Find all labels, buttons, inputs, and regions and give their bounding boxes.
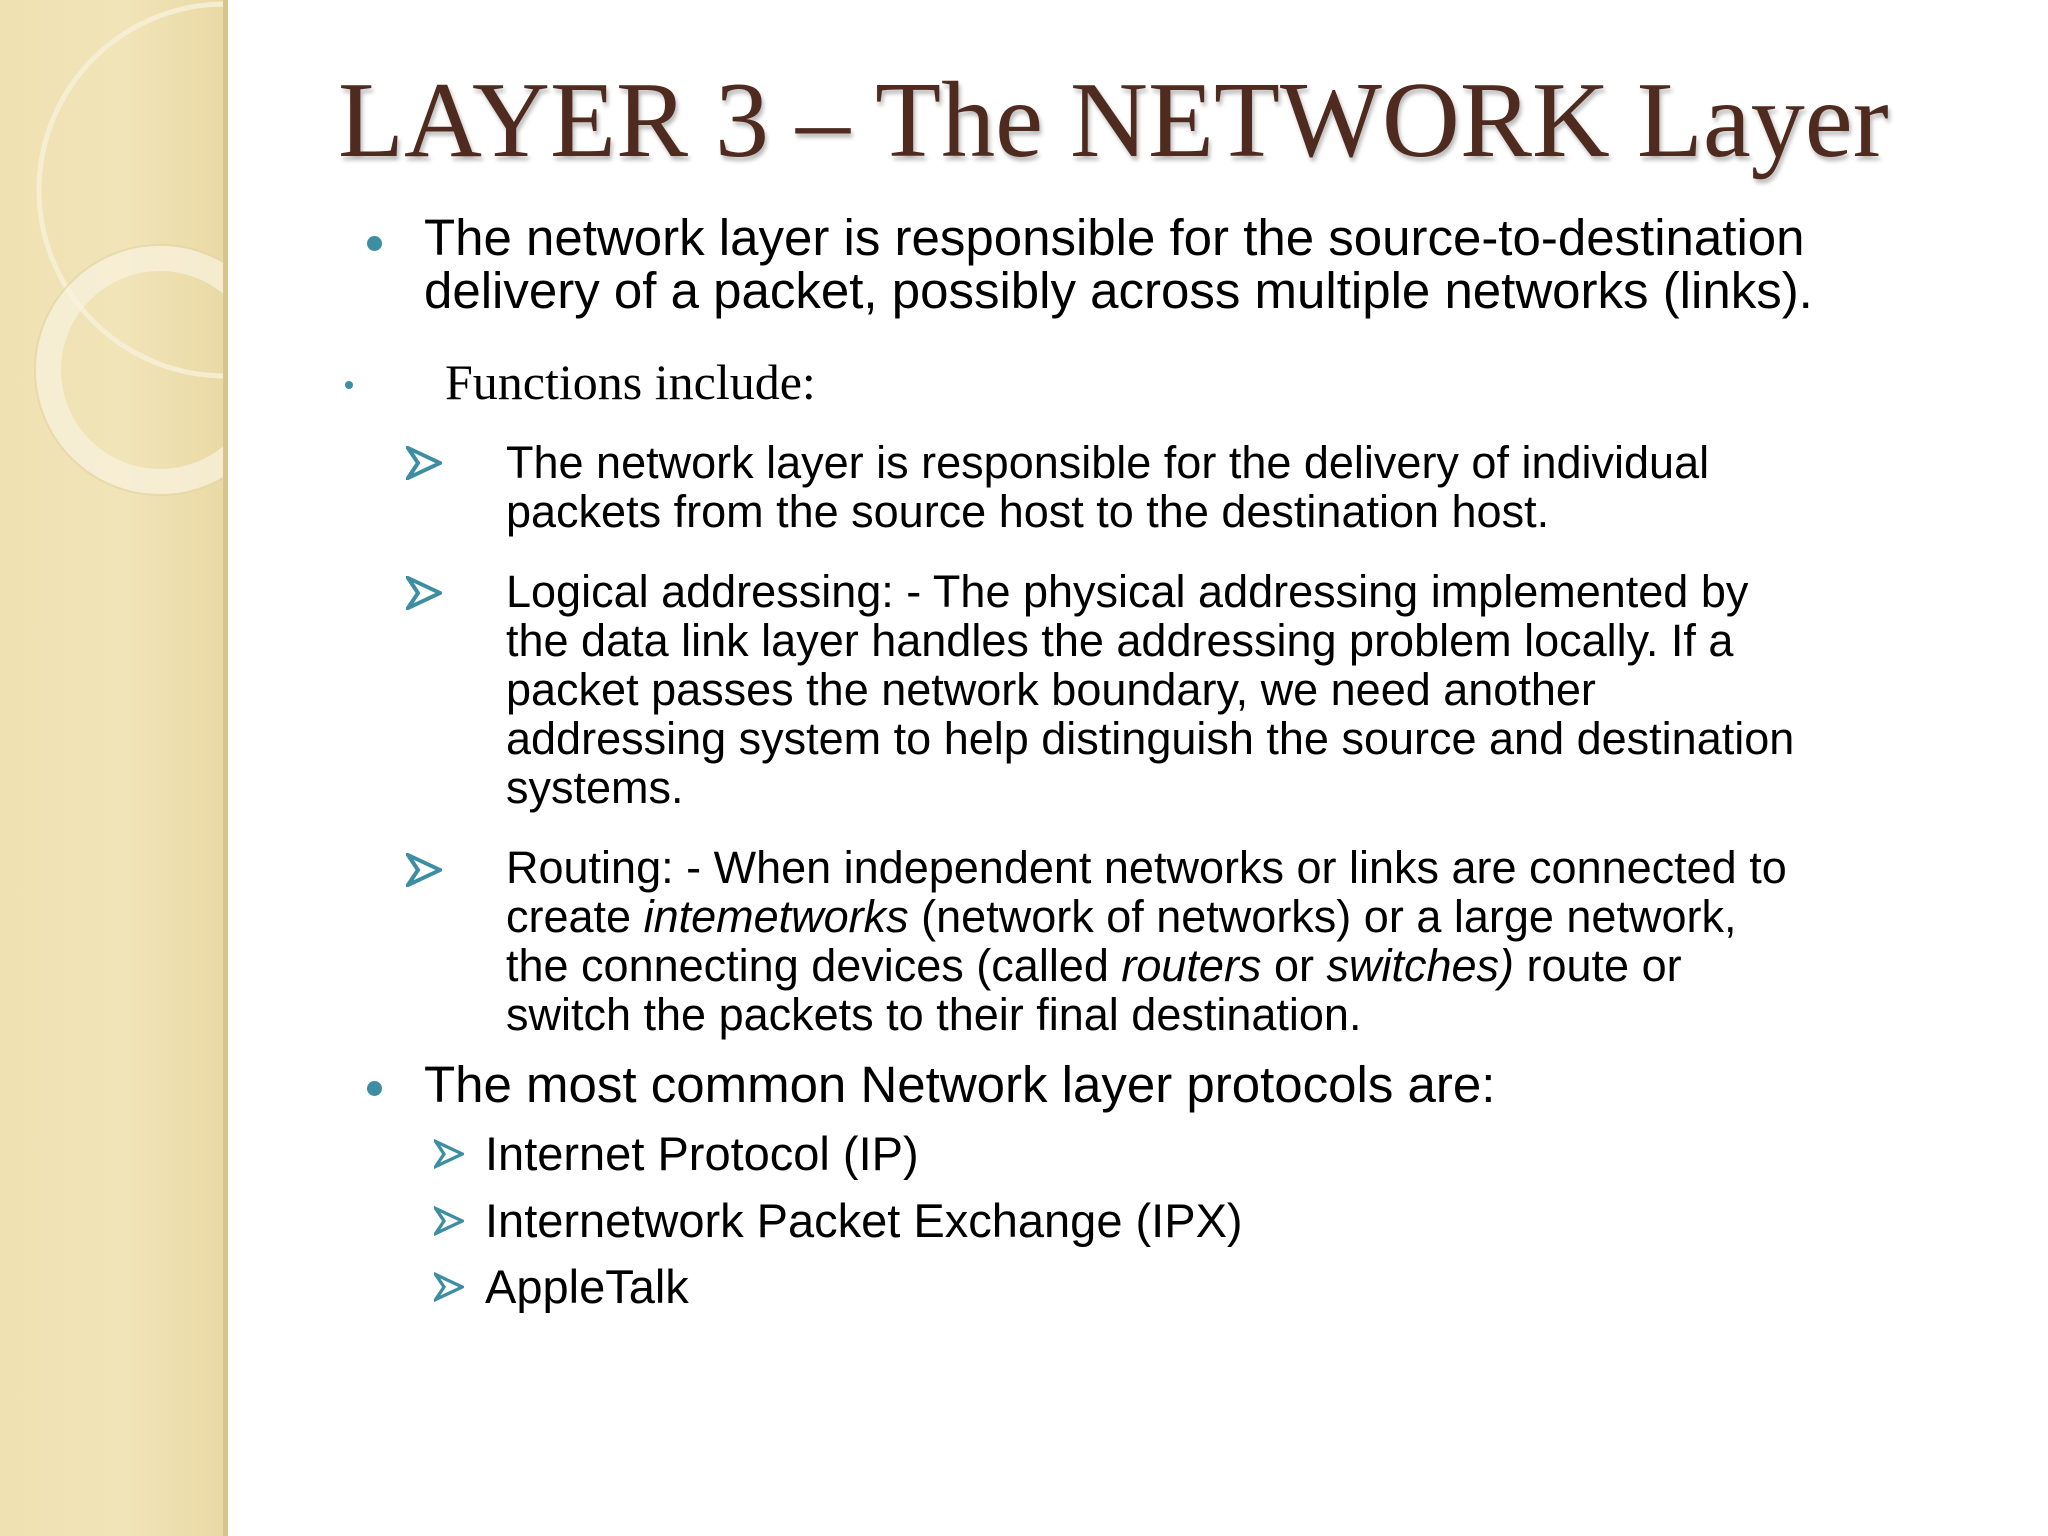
protocol-ip: Internet Protocol (IP) (485, 1127, 919, 1180)
text-line: the data link layer handles the addressing problem locally. If a (506, 615, 1734, 666)
text-fragment: or (1261, 940, 1327, 991)
decorative-circles (0, 0, 228, 1536)
text-fragment: create (506, 891, 644, 942)
text-line: Routing: - When independent networks or links are connected to (506, 842, 1787, 893)
text-fragment: the connecting devices (called (506, 940, 1122, 991)
text-line (506, 892, 1787, 941)
italic-term: switches) (1326, 940, 1515, 991)
arrow-bullet-icon (406, 576, 442, 610)
text-fragment: (network of networks) or a large network, (908, 891, 1737, 942)
text-line: The network layer is responsible for the delivery of individual (506, 437, 1710, 488)
bullet-dot-icon (345, 381, 353, 389)
text-line: addressing system to help distinguish the source and destination (506, 713, 1795, 764)
bullet-functions-include: Functions include: (445, 354, 816, 410)
arrow-bullet-icon (434, 1272, 464, 1302)
protocol-appletalk: AppleTalk (485, 1260, 689, 1313)
arrow-bullet-icon (406, 853, 442, 887)
text-line: packet passes the network boundary, we need another (506, 664, 1596, 715)
arrow-bullet-icon (434, 1206, 464, 1236)
text-line: Logical addressing: - The physical addressing implemented by (506, 566, 1749, 617)
slide-title: LAYER 3 – The NETWORK Layer (338, 61, 1889, 180)
text-line: systems. (506, 762, 684, 813)
text-fragment: route or (1514, 940, 1682, 991)
function-routing (506, 843, 1787, 1039)
text-line: delivery of a packet, possibly across multiple networks (links). (424, 262, 1813, 319)
decorative-sidebar (0, 0, 228, 1536)
italic-term: intemetworks (643, 891, 909, 942)
function-logical-addressing (506, 567, 1794, 812)
arrow-bullet-icon (406, 446, 442, 480)
italic-term: routers (1121, 940, 1262, 991)
bullet-common-protocols: The most common Network layer protocols are: (424, 1056, 1496, 1113)
bullet-dot-icon (367, 236, 382, 251)
text-line: The network layer is responsible for the source-to-destination (424, 209, 1805, 266)
text-line: packets from the source host to the destination host. (506, 486, 1550, 537)
arrow-bullet-icon (434, 1139, 464, 1169)
bullet-network-responsibility (424, 211, 1813, 317)
function-delivery (506, 438, 1709, 536)
bullet-dot-icon (367, 1081, 382, 1096)
protocol-ipx: Internetwork Packet Exchange (IPX) (485, 1194, 1243, 1247)
slide-content (228, 0, 2048, 1536)
text-line (506, 941, 1787, 990)
text-line: switch the packets to their final destination. (506, 989, 1362, 1040)
